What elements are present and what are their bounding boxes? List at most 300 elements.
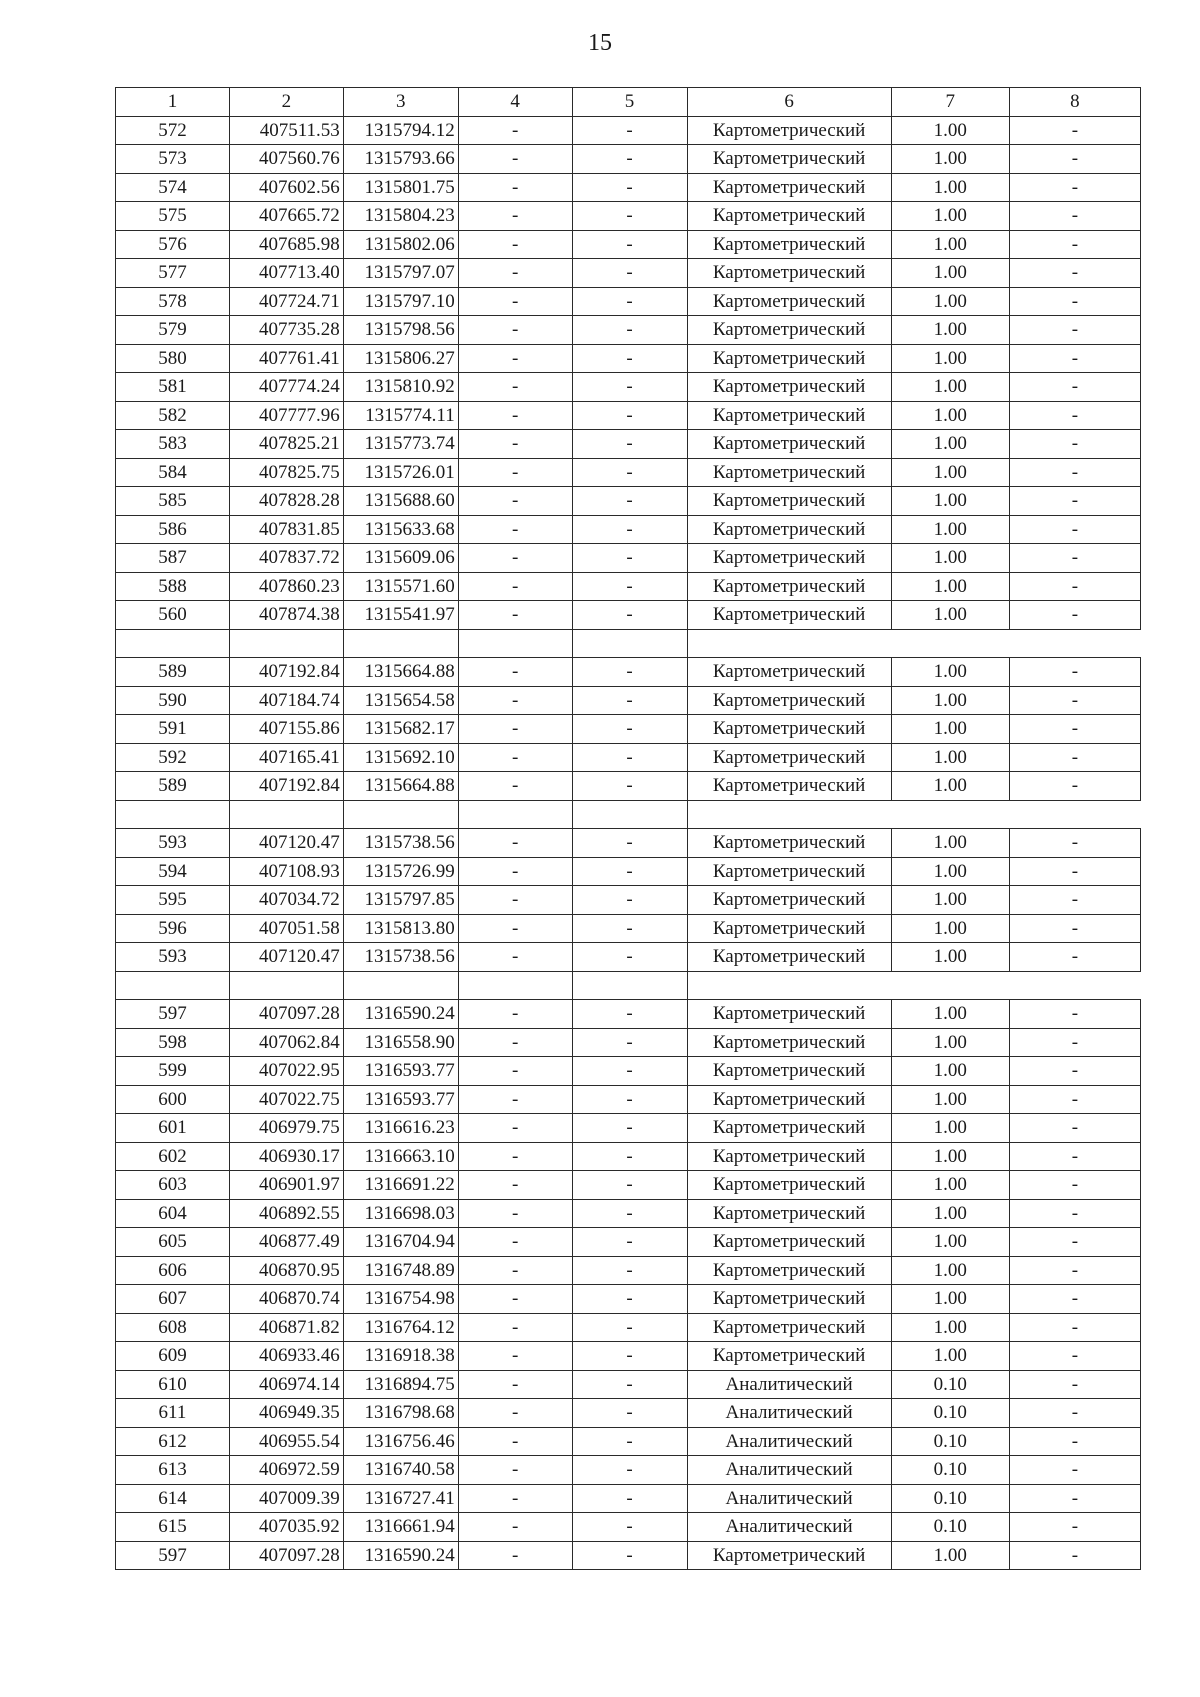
y-coordinate-cell: 1315609.06 [343, 544, 458, 573]
y-coordinate-cell: 1316894.75 [343, 1370, 458, 1399]
column-header: 8 [1009, 88, 1140, 117]
table-row [116, 544, 1141, 573]
x-coordinate-cell: 407735.28 [229, 316, 343, 345]
x-coordinate-cell: 407831.85 [229, 515, 343, 544]
y-coordinate-cell: 1316593.77 [343, 1085, 458, 1114]
table-row [116, 1228, 1141, 1257]
empty-cell [116, 971, 230, 1000]
column-8-cell: - [1009, 316, 1140, 345]
column-8-cell: - [1009, 857, 1140, 886]
table-row [116, 715, 1141, 744]
column-8-cell: - [1009, 1228, 1140, 1257]
y-coordinate-cell: 1315633.68 [343, 515, 458, 544]
x-coordinate-cell: 406877.49 [229, 1228, 343, 1257]
column-8-cell: - [1009, 1028, 1140, 1057]
method-cell: Картометрический [687, 943, 891, 972]
column-5-cell: - [572, 715, 687, 744]
table-row [116, 1028, 1141, 1057]
point-number-cell: 582 [116, 401, 230, 430]
column-8-cell: - [1009, 1057, 1140, 1086]
column-4-cell: - [458, 145, 572, 174]
column-5-cell: - [572, 458, 687, 487]
accuracy-cell: 1.00 [891, 1541, 1009, 1570]
column-5-cell: - [572, 430, 687, 459]
column-5-cell: - [572, 658, 687, 687]
column-4-cell: - [458, 230, 572, 259]
point-number-cell: 601 [116, 1114, 230, 1143]
column-4-cell: - [458, 1513, 572, 1542]
accuracy-cell: 1.00 [891, 715, 1009, 744]
y-coordinate-cell: 1316704.94 [343, 1228, 458, 1257]
column-5-cell: - [572, 943, 687, 972]
column-8-cell: - [1009, 1399, 1140, 1428]
method-cell: Картометрический [687, 1142, 891, 1171]
accuracy-cell: 1.00 [891, 173, 1009, 202]
column-5-cell: - [572, 515, 687, 544]
column-8-cell: - [1009, 1085, 1140, 1114]
point-number-cell: 608 [116, 1313, 230, 1342]
table-row [116, 772, 1141, 801]
column-5-cell: - [572, 886, 687, 915]
column-header: 4 [458, 88, 572, 117]
method-cell: Картометрический [687, 1199, 891, 1228]
accuracy-cell: 0.10 [891, 1484, 1009, 1513]
y-coordinate-cell: 1316918.38 [343, 1342, 458, 1371]
column-8-cell: - [1009, 515, 1140, 544]
accuracy-cell: 1.00 [891, 515, 1009, 544]
column-5-cell: - [572, 857, 687, 886]
point-number-cell: 612 [116, 1427, 230, 1456]
accuracy-cell: 1.00 [891, 1342, 1009, 1371]
column-8-cell: - [1009, 1313, 1140, 1342]
column-8-cell: - [1009, 1370, 1140, 1399]
column-4-cell: - [458, 715, 572, 744]
column-header: 6 [687, 88, 891, 117]
y-coordinate-cell: 1316691.22 [343, 1171, 458, 1200]
method-cell: Картометрический [687, 116, 891, 145]
column-8-cell: - [1009, 601, 1140, 630]
table-row [116, 1085, 1141, 1114]
empty-cell [572, 800, 687, 829]
column-8-cell: - [1009, 287, 1140, 316]
point-number-cell: 609 [116, 1342, 230, 1371]
point-number-cell: 613 [116, 1456, 230, 1485]
table-row [116, 1513, 1141, 1542]
column-5-cell: - [572, 487, 687, 516]
table-row [116, 1057, 1141, 1086]
empty-cell [229, 800, 343, 829]
point-number-cell: 585 [116, 487, 230, 516]
y-coordinate-cell: 1316798.68 [343, 1399, 458, 1428]
x-coordinate-cell: 406901.97 [229, 1171, 343, 1200]
column-4-cell: - [458, 1057, 572, 1086]
column-5-cell: - [572, 173, 687, 202]
x-coordinate-cell: 407108.93 [229, 857, 343, 886]
column-5-cell: - [572, 1370, 687, 1399]
column-4-cell: - [458, 1114, 572, 1143]
point-number-cell: 606 [116, 1256, 230, 1285]
column-5-cell: - [572, 743, 687, 772]
empty-cell [116, 800, 230, 829]
column-4-cell: - [458, 1285, 572, 1314]
column-4-cell: - [458, 1171, 572, 1200]
accuracy-cell: 1.00 [891, 544, 1009, 573]
accuracy-cell: 1.00 [891, 857, 1009, 886]
column-5-cell: - [572, 202, 687, 231]
y-coordinate-cell: 1315692.10 [343, 743, 458, 772]
method-cell: Картометрический [687, 259, 891, 288]
y-coordinate-cell: 1316590.24 [343, 1541, 458, 1570]
column-4-cell: - [458, 173, 572, 202]
point-number-cell: 560 [116, 601, 230, 630]
point-number-cell: 583 [116, 430, 230, 459]
table-row [116, 1541, 1141, 1570]
x-coordinate-cell: 406974.14 [229, 1370, 343, 1399]
column-5-cell: - [572, 1427, 687, 1456]
x-coordinate-cell: 407874.38 [229, 601, 343, 630]
column-8-cell: - [1009, 173, 1140, 202]
table-row [116, 1000, 1141, 1029]
accuracy-cell: 0.10 [891, 1399, 1009, 1428]
x-coordinate-cell: 407828.28 [229, 487, 343, 516]
point-number-cell: 600 [116, 1085, 230, 1114]
column-8-cell: - [1009, 572, 1140, 601]
y-coordinate-cell: 1315801.75 [343, 173, 458, 202]
x-coordinate-cell: 407035.92 [229, 1513, 343, 1542]
column-5-cell: - [572, 401, 687, 430]
method-cell: Картометрический [687, 544, 891, 573]
y-coordinate-cell: 1315682.17 [343, 715, 458, 744]
y-coordinate-cell: 1316593.77 [343, 1057, 458, 1086]
point-number-cell: 614 [116, 1484, 230, 1513]
column-8-cell: - [1009, 686, 1140, 715]
column-5-cell: - [572, 1285, 687, 1314]
table-row [116, 1199, 1141, 1228]
column-4-cell: - [458, 344, 572, 373]
y-coordinate-cell: 1316590.24 [343, 1000, 458, 1029]
method-cell: Аналитический [687, 1399, 891, 1428]
table-row [116, 1114, 1141, 1143]
x-coordinate-cell: 406933.46 [229, 1342, 343, 1371]
group-separator-row [116, 800, 1141, 829]
column-8-cell: - [1009, 259, 1140, 288]
column-8-cell: - [1009, 544, 1140, 573]
accuracy-cell: 1.00 [891, 1199, 1009, 1228]
method-cell: Картометрический [687, 373, 891, 402]
point-number-cell: 596 [116, 914, 230, 943]
method-cell: Картометрический [687, 487, 891, 516]
point-number-cell: 576 [116, 230, 230, 259]
x-coordinate-cell: 407097.28 [229, 1000, 343, 1029]
point-number-cell: 607 [116, 1285, 230, 1314]
column-4-cell: - [458, 1028, 572, 1057]
column-5-cell: - [572, 1199, 687, 1228]
accuracy-cell: 1.00 [891, 914, 1009, 943]
x-coordinate-cell: 407120.47 [229, 943, 343, 972]
method-cell: Картометрический [687, 1028, 891, 1057]
method-cell: Картометрический [687, 886, 891, 915]
column-5-cell: - [572, 230, 687, 259]
column-5-cell: - [572, 1085, 687, 1114]
point-number-cell: 591 [116, 715, 230, 744]
x-coordinate-cell: 406979.75 [229, 1114, 343, 1143]
table-row [116, 287, 1141, 316]
column-5-cell: - [572, 1000, 687, 1029]
column-4-cell: - [458, 458, 572, 487]
point-number-cell: 579 [116, 316, 230, 345]
method-cell: Аналитический [687, 1427, 891, 1456]
accuracy-cell: 1.00 [891, 1142, 1009, 1171]
column-4-cell: - [458, 1000, 572, 1029]
column-4-cell: - [458, 1484, 572, 1513]
empty-cell [343, 800, 458, 829]
x-coordinate-cell: 407022.95 [229, 1057, 343, 1086]
y-coordinate-cell: 1315738.56 [343, 829, 458, 858]
x-coordinate-cell: 407062.84 [229, 1028, 343, 1057]
accuracy-cell: 1.00 [891, 430, 1009, 459]
point-number-cell: 590 [116, 686, 230, 715]
column-4-cell: - [458, 1370, 572, 1399]
column-8-cell: - [1009, 772, 1140, 801]
table-row [116, 1313, 1141, 1342]
column-8-cell: - [1009, 914, 1140, 943]
point-number-cell: 615 [116, 1513, 230, 1542]
method-cell: Картометрический [687, 230, 891, 259]
accuracy-cell: 1.00 [891, 1114, 1009, 1143]
method-cell: Картометрический [687, 658, 891, 687]
y-coordinate-cell: 1316661.94 [343, 1513, 458, 1542]
column-4-cell: - [458, 658, 572, 687]
table-row [116, 1285, 1141, 1314]
column-5-cell: - [572, 829, 687, 858]
method-cell: Картометрический [687, 1171, 891, 1200]
y-coordinate-cell: 1315804.23 [343, 202, 458, 231]
point-number-cell: 598 [116, 1028, 230, 1057]
column-4-cell: - [458, 772, 572, 801]
y-coordinate-cell: 1315797.85 [343, 886, 458, 915]
column-5-cell: - [572, 116, 687, 145]
column-4-cell: - [458, 373, 572, 402]
empty-cell [458, 629, 572, 658]
method-cell: Аналитический [687, 1513, 891, 1542]
table-row [116, 1370, 1141, 1399]
column-5-cell: - [572, 1256, 687, 1285]
point-number-cell: 577 [116, 259, 230, 288]
x-coordinate-cell: 407685.98 [229, 230, 343, 259]
empty-cell [687, 971, 1140, 1000]
table-row [116, 458, 1141, 487]
column-8-cell: - [1009, 116, 1140, 145]
column-4-cell: - [458, 1399, 572, 1428]
y-coordinate-cell: 1315541.97 [343, 601, 458, 630]
y-coordinate-cell: 1316663.10 [343, 1142, 458, 1171]
column-4-cell: - [458, 1142, 572, 1171]
accuracy-cell: 0.10 [891, 1513, 1009, 1542]
table-row [116, 1456, 1141, 1485]
column-8-cell: - [1009, 344, 1140, 373]
point-number-cell: 581 [116, 373, 230, 402]
column-5-cell: - [572, 1342, 687, 1371]
y-coordinate-cell: 1315806.27 [343, 344, 458, 373]
accuracy-cell: 1.00 [891, 1228, 1009, 1257]
x-coordinate-cell: 407155.86 [229, 715, 343, 744]
column-5-cell: - [572, 601, 687, 630]
method-cell: Картометрический [687, 1000, 891, 1029]
method-cell: Картометрический [687, 1256, 891, 1285]
table-row [116, 344, 1141, 373]
column-8-cell: - [1009, 715, 1140, 744]
column-8-cell: - [1009, 658, 1140, 687]
empty-cell [572, 971, 687, 1000]
empty-cell [229, 629, 343, 658]
empty-cell [229, 971, 343, 1000]
point-number-cell: 597 [116, 1541, 230, 1570]
accuracy-cell: 0.10 [891, 1370, 1009, 1399]
column-5-cell: - [572, 1228, 687, 1257]
column-header: 7 [891, 88, 1009, 117]
group-separator-row [116, 971, 1141, 1000]
x-coordinate-cell: 407860.23 [229, 572, 343, 601]
accuracy-cell: 1.00 [891, 259, 1009, 288]
method-cell: Картометрический [687, 287, 891, 316]
point-number-cell: 610 [116, 1370, 230, 1399]
point-number-cell: 587 [116, 544, 230, 573]
method-cell: Картометрический [687, 173, 891, 202]
point-number-cell: 603 [116, 1171, 230, 1200]
column-5-cell: - [572, 1114, 687, 1143]
column-4-cell: - [458, 857, 572, 886]
accuracy-cell: 1.00 [891, 401, 1009, 430]
accuracy-cell: 1.00 [891, 743, 1009, 772]
accuracy-cell: 1.00 [891, 373, 1009, 402]
column-4-cell: - [458, 1199, 572, 1228]
table-row [116, 1142, 1141, 1171]
method-cell: Картометрический [687, 1114, 891, 1143]
point-number-cell: 602 [116, 1142, 230, 1171]
method-cell: Картометрический [687, 401, 891, 430]
y-coordinate-cell: 1315664.88 [343, 658, 458, 687]
accuracy-cell: 1.00 [891, 658, 1009, 687]
column-5-cell: - [572, 1541, 687, 1570]
table-row [116, 943, 1141, 972]
method-cell: Аналитический [687, 1456, 891, 1485]
column-8-cell: - [1009, 430, 1140, 459]
column-5-cell: - [572, 1171, 687, 1200]
method-cell: Картометрический [687, 686, 891, 715]
y-coordinate-cell: 1316558.90 [343, 1028, 458, 1057]
y-coordinate-cell: 1316616.23 [343, 1114, 458, 1143]
column-header: 3 [343, 88, 458, 117]
column-4-cell: - [458, 601, 572, 630]
y-coordinate-cell: 1315798.56 [343, 316, 458, 345]
column-8-cell: - [1009, 458, 1140, 487]
column-5-cell: - [572, 145, 687, 174]
column-8-cell: - [1009, 1484, 1140, 1513]
x-coordinate-cell: 407713.40 [229, 259, 343, 288]
x-coordinate-cell: 407777.96 [229, 401, 343, 430]
table-row [116, 202, 1141, 231]
method-cell: Картометрический [687, 515, 891, 544]
y-coordinate-cell: 1316756.46 [343, 1427, 458, 1456]
x-coordinate-cell: 407511.53 [229, 116, 343, 145]
table-row [116, 116, 1141, 145]
accuracy-cell: 1.00 [891, 601, 1009, 630]
x-coordinate-cell: 407120.47 [229, 829, 343, 858]
column-8-cell: - [1009, 145, 1140, 174]
column-4-cell: - [458, 743, 572, 772]
table-row [116, 430, 1141, 459]
column-5-cell: - [572, 1313, 687, 1342]
x-coordinate-cell: 407724.71 [229, 287, 343, 316]
accuracy-cell: 1.00 [891, 686, 1009, 715]
y-coordinate-cell: 1315810.92 [343, 373, 458, 402]
column-5-cell: - [572, 1142, 687, 1171]
column-8-cell: - [1009, 1285, 1140, 1314]
y-coordinate-cell: 1315664.88 [343, 772, 458, 801]
column-8-cell: - [1009, 1513, 1140, 1542]
x-coordinate-cell: 407165.41 [229, 743, 343, 772]
x-coordinate-cell: 407560.76 [229, 145, 343, 174]
column-5-cell: - [572, 686, 687, 715]
y-coordinate-cell: 1315794.12 [343, 116, 458, 145]
column-5-cell: - [572, 1513, 687, 1542]
table-row [116, 145, 1141, 174]
accuracy-cell: 1.00 [891, 829, 1009, 858]
accuracy-cell: 1.00 [891, 1057, 1009, 1086]
column-8-cell: - [1009, 1171, 1140, 1200]
table-row [116, 601, 1141, 630]
column-8-cell: - [1009, 373, 1140, 402]
point-number-cell: 604 [116, 1199, 230, 1228]
method-cell: Картометрический [687, 1085, 891, 1114]
column-4-cell: - [458, 1228, 572, 1257]
accuracy-cell: 0.10 [891, 1456, 1009, 1485]
y-coordinate-cell: 1315773.74 [343, 430, 458, 459]
page-number: 15 [588, 30, 612, 56]
column-header: 1 [116, 88, 230, 117]
column-5-cell: - [572, 373, 687, 402]
column-4-cell: - [458, 914, 572, 943]
method-cell: Картометрический [687, 601, 891, 630]
method-cell: Картометрический [687, 743, 891, 772]
accuracy-cell: 1.00 [891, 287, 1009, 316]
y-coordinate-cell: 1316727.41 [343, 1484, 458, 1513]
table-row [116, 173, 1141, 202]
method-cell: Картометрический [687, 1541, 891, 1570]
point-number-cell: 574 [116, 173, 230, 202]
table-row [116, 515, 1141, 544]
accuracy-cell: 1.00 [891, 772, 1009, 801]
accuracy-cell: 1.00 [891, 458, 1009, 487]
method-cell: Картометрический [687, 772, 891, 801]
point-number-cell: 597 [116, 1000, 230, 1029]
x-coordinate-cell: 407009.39 [229, 1484, 343, 1513]
column-4-cell: - [458, 116, 572, 145]
point-number-cell: 611 [116, 1399, 230, 1428]
y-coordinate-cell: 1315774.11 [343, 401, 458, 430]
x-coordinate-cell: 406871.82 [229, 1313, 343, 1342]
column-4-cell: - [458, 1456, 572, 1485]
column-5-cell: - [572, 259, 687, 288]
table-row [116, 373, 1141, 402]
y-coordinate-cell: 1315726.01 [343, 458, 458, 487]
column-4-cell: - [458, 202, 572, 231]
column-header: 2 [229, 88, 343, 117]
column-4-cell: - [458, 1541, 572, 1570]
x-coordinate-cell: 407665.72 [229, 202, 343, 231]
x-coordinate-cell: 407837.72 [229, 544, 343, 573]
empty-cell [687, 629, 1140, 658]
